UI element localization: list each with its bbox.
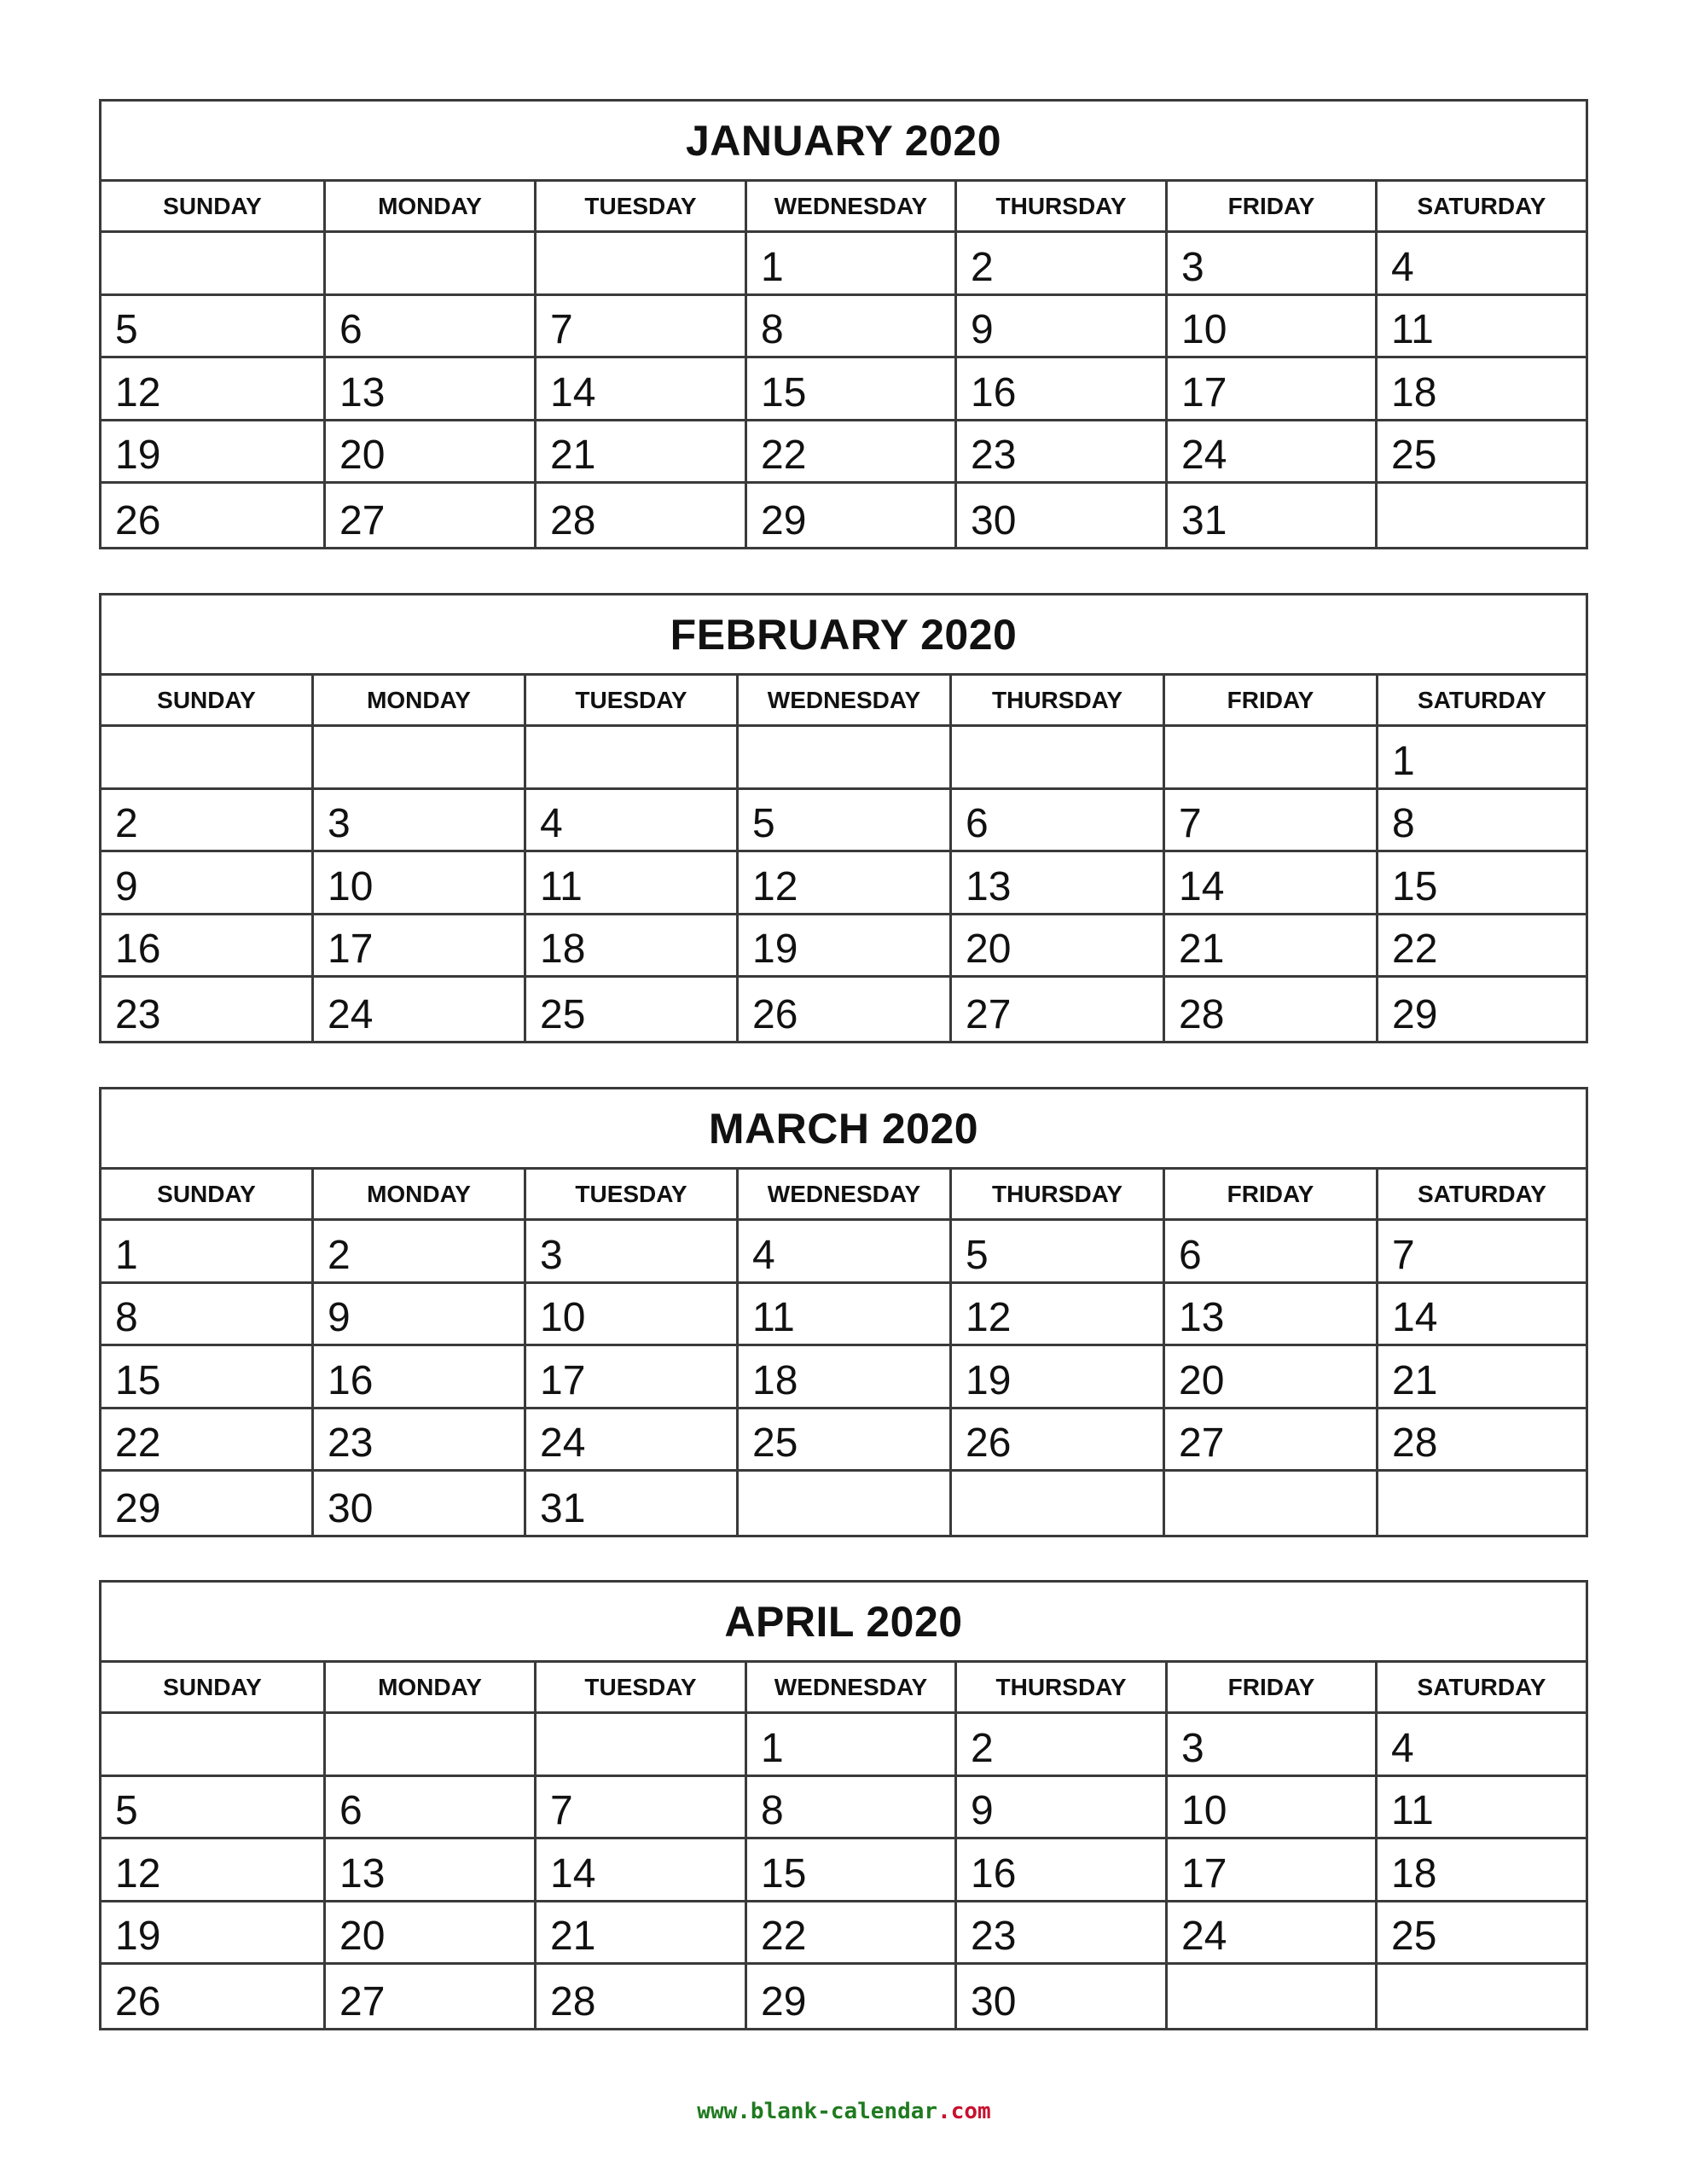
day-cell xyxy=(102,1714,326,1777)
day-cell: 5 xyxy=(739,790,952,853)
day-cell: 5 xyxy=(952,1221,1165,1284)
day-cell: 14 xyxy=(1378,1284,1586,1347)
weekday-header-wednesday: WEDNESDAY xyxy=(739,676,952,727)
day-cell: 7 xyxy=(537,1777,747,1840)
day-cell: 18 xyxy=(526,915,739,979)
month-grid xyxy=(102,182,1586,547)
day-cell: 1 xyxy=(102,1221,314,1284)
day-cell: 4 xyxy=(739,1221,952,1284)
day-cell: 11 xyxy=(1378,1777,1586,1840)
day-cell: 22 xyxy=(102,1409,314,1472)
weekday-header-friday: FRIDAY xyxy=(1165,676,1378,727)
day-cell: 10 xyxy=(526,1284,739,1347)
day-cell: 17 xyxy=(1168,358,1378,421)
day-cell: 27 xyxy=(1165,1409,1378,1472)
day-cell: 20 xyxy=(326,1902,537,1966)
weekday-header-monday: MONDAY xyxy=(326,1663,537,1714)
day-cell: 29 xyxy=(102,1472,314,1535)
day-cell: 21 xyxy=(1378,1346,1586,1409)
day-cell: 10 xyxy=(1168,296,1378,359)
weekday-header-monday: MONDAY xyxy=(314,676,526,727)
day-cell: 21 xyxy=(1165,915,1378,979)
month-grid xyxy=(102,676,1586,1041)
day-cell: 7 xyxy=(1165,790,1378,853)
day-cell: 26 xyxy=(102,1965,326,2028)
weekday-header-wednesday: WEDNESDAY xyxy=(739,1170,952,1221)
month-calendar-april xyxy=(99,1580,1588,2030)
day-cell: 20 xyxy=(952,915,1165,979)
footer-name: blank-calendar xyxy=(750,2099,938,2124)
day-cell: 3 xyxy=(1168,1714,1378,1777)
day-cell: 16 xyxy=(957,358,1168,421)
day-cell xyxy=(1165,727,1378,790)
day-cell: 28 xyxy=(537,484,747,547)
day-cell: 30 xyxy=(314,1472,526,1535)
day-cell: 19 xyxy=(952,1346,1165,1409)
day-cell: 6 xyxy=(326,1777,537,1840)
day-cell: 3 xyxy=(314,790,526,853)
day-cell: 24 xyxy=(1168,1902,1378,1966)
day-cell: 20 xyxy=(1165,1346,1378,1409)
day-cell: 27 xyxy=(326,1965,537,2028)
day-cell xyxy=(739,1472,952,1535)
month-calendar-march xyxy=(99,1087,1588,1537)
day-cell: 2 xyxy=(102,790,314,853)
day-cell xyxy=(1378,1965,1586,2028)
day-cell: 19 xyxy=(739,915,952,979)
day-cell: 6 xyxy=(952,790,1165,853)
day-cell: 12 xyxy=(102,358,326,421)
day-cell: 18 xyxy=(1378,358,1586,421)
day-cell: 15 xyxy=(1378,852,1586,915)
day-cell: 19 xyxy=(102,1902,326,1966)
weekday-header-thursday: THURSDAY xyxy=(957,1663,1168,1714)
day-cell xyxy=(1168,1965,1378,2028)
day-cell: 3 xyxy=(1168,233,1378,296)
day-cell: 2 xyxy=(957,233,1168,296)
day-cell: 8 xyxy=(747,296,957,359)
month-grid xyxy=(102,1663,1586,2028)
day-cell: 6 xyxy=(326,296,537,359)
day-cell: 25 xyxy=(1378,1902,1586,1966)
weekday-header-sunday: SUNDAY xyxy=(102,1663,326,1714)
day-cell: 18 xyxy=(1378,1839,1586,1902)
day-cell xyxy=(314,727,526,790)
weekday-header-friday: FRIDAY xyxy=(1168,1663,1378,1714)
day-cell xyxy=(1165,1472,1378,1535)
day-cell xyxy=(326,233,537,296)
weekday-header-monday: MONDAY xyxy=(314,1170,526,1221)
month-title: FEBRUARY 2020 xyxy=(102,595,1586,676)
day-cell: 9 xyxy=(957,1777,1168,1840)
day-cell: 20 xyxy=(326,421,537,485)
day-cell: 11 xyxy=(526,852,739,915)
day-cell: 24 xyxy=(1168,421,1378,485)
day-cell: 15 xyxy=(102,1346,314,1409)
day-cell: 9 xyxy=(314,1284,526,1347)
day-cell: 7 xyxy=(537,296,747,359)
day-cell: 4 xyxy=(1378,1714,1586,1777)
day-cell: 25 xyxy=(739,1409,952,1472)
weekday-header-tuesday: TUESDAY xyxy=(537,1663,747,1714)
day-cell: 28 xyxy=(537,1965,747,2028)
day-cell: 21 xyxy=(537,421,747,485)
footer-suffix: .com xyxy=(937,2099,991,2124)
day-cell: 17 xyxy=(526,1346,739,1409)
day-cell: 13 xyxy=(1165,1284,1378,1347)
day-cell: 25 xyxy=(1378,421,1586,485)
weekday-header-saturday: SATURDAY xyxy=(1378,676,1586,727)
day-cell: 15 xyxy=(747,358,957,421)
day-cell: 27 xyxy=(952,978,1165,1041)
weekday-header-monday: MONDAY xyxy=(326,182,537,233)
weekday-header-friday: FRIDAY xyxy=(1165,1170,1378,1221)
day-cell: 10 xyxy=(314,852,526,915)
day-cell: 18 xyxy=(739,1346,952,1409)
day-cell: 13 xyxy=(326,358,537,421)
day-cell: 8 xyxy=(102,1284,314,1347)
day-cell xyxy=(739,727,952,790)
month-title: APRIL 2020 xyxy=(102,1583,1586,1663)
day-cell: 23 xyxy=(957,1902,1168,1966)
day-cell: 16 xyxy=(314,1346,526,1409)
month-title: JANUARY 2020 xyxy=(102,102,1586,182)
day-cell: 23 xyxy=(957,421,1168,485)
day-cell: 3 xyxy=(526,1221,739,1284)
day-cell: 5 xyxy=(102,1777,326,1840)
day-cell: 1 xyxy=(747,1714,957,1777)
day-cell: 26 xyxy=(739,978,952,1041)
day-cell: 12 xyxy=(739,852,952,915)
day-cell: 31 xyxy=(1168,484,1378,547)
footer-prefix: www. xyxy=(697,2099,751,2124)
weekday-header-thursday: THURSDAY xyxy=(952,1170,1165,1221)
day-cell: 2 xyxy=(314,1221,526,1284)
weekday-header-wednesday: WEDNESDAY xyxy=(747,1663,957,1714)
day-cell: 14 xyxy=(537,1839,747,1902)
weekday-header-saturday: SATURDAY xyxy=(1378,1663,1586,1714)
day-cell xyxy=(952,727,1165,790)
weekday-header-saturday: SATURDAY xyxy=(1378,182,1586,233)
day-cell: 24 xyxy=(526,1409,739,1472)
day-cell xyxy=(526,727,739,790)
day-cell: 21 xyxy=(537,1902,747,1966)
day-cell: 19 xyxy=(102,421,326,485)
day-cell xyxy=(1378,484,1586,547)
day-cell: 27 xyxy=(326,484,537,547)
day-cell xyxy=(537,233,747,296)
day-cell: 29 xyxy=(747,1965,957,2028)
day-cell: 8 xyxy=(1378,790,1586,853)
weekday-header-sunday: SUNDAY xyxy=(102,1170,314,1221)
day-cell: 14 xyxy=(537,358,747,421)
weekday-header-thursday: THURSDAY xyxy=(952,676,1165,727)
day-cell: 28 xyxy=(1165,978,1378,1041)
day-cell xyxy=(102,727,314,790)
day-cell: 16 xyxy=(957,1839,1168,1902)
weekday-header-saturday: SATURDAY xyxy=(1378,1170,1586,1221)
day-cell: 9 xyxy=(102,852,314,915)
website-footer[interactable] xyxy=(0,2099,1688,2124)
day-cell: 10 xyxy=(1168,1777,1378,1840)
weekday-header-friday: FRIDAY xyxy=(1168,182,1378,233)
day-cell: 23 xyxy=(102,978,314,1041)
day-cell: 22 xyxy=(747,421,957,485)
day-cell: 23 xyxy=(314,1409,526,1472)
day-cell: 14 xyxy=(1165,852,1378,915)
weekday-header-sunday: SUNDAY xyxy=(102,182,326,233)
day-cell: 12 xyxy=(102,1839,326,1902)
day-cell: 29 xyxy=(1392,991,1438,1037)
day-cell: 22 xyxy=(747,1902,957,1966)
day-cell: 30 xyxy=(957,1965,1168,2028)
day-cell: 15 xyxy=(747,1839,957,1902)
day-cell: 6 xyxy=(1165,1221,1378,1284)
month-grid xyxy=(102,1170,1586,1535)
day-cell: 1 xyxy=(1378,727,1586,790)
day-cell: 13 xyxy=(952,852,1165,915)
day-cell: 11 xyxy=(1378,296,1586,359)
day-cell: 26 xyxy=(952,1409,1165,1472)
day-cell: 13 xyxy=(326,1839,537,1902)
day-cell: 7 xyxy=(1378,1221,1586,1284)
month-calendar-february xyxy=(99,593,1588,1043)
day-cell xyxy=(102,233,326,296)
day-cell xyxy=(1378,1472,1586,1535)
day-cell: 17 xyxy=(314,915,526,979)
day-cell: 29 xyxy=(747,484,957,547)
day-cell: 28 xyxy=(1378,1409,1586,1472)
day-cell: 16 xyxy=(102,915,314,979)
day-cell: 12 xyxy=(952,1284,1165,1347)
weekday-header-tuesday: TUESDAY xyxy=(526,1170,739,1221)
day-cell: 26 xyxy=(102,484,326,547)
day-cell: 11 xyxy=(739,1284,952,1347)
weekday-header-wednesday: WEDNESDAY xyxy=(747,182,957,233)
day-cell xyxy=(537,1714,747,1777)
day-cell xyxy=(952,1472,1165,1535)
day-cell: 22 xyxy=(1378,915,1586,979)
day-cell: 9 xyxy=(957,296,1168,359)
day-cell: 17 xyxy=(1168,1839,1378,1902)
day-cell: 24 xyxy=(314,978,526,1041)
day-cell xyxy=(326,1714,537,1777)
weekday-header-tuesday: TUESDAY xyxy=(537,182,747,233)
month-calendar-january xyxy=(99,99,1588,549)
weekday-header-thursday: THURSDAY xyxy=(957,182,1168,233)
month-title: MARCH 2020 xyxy=(102,1089,1586,1170)
day-cell: 30 xyxy=(957,484,1168,547)
day-cell: 5 xyxy=(102,296,326,359)
weekday-header-sunday: SUNDAY xyxy=(102,676,314,727)
day-cell: 25 xyxy=(526,978,739,1041)
day-cell: 2 xyxy=(957,1714,1168,1777)
weekday-header-tuesday: TUESDAY xyxy=(526,676,739,727)
day-cell: 1 xyxy=(747,233,957,296)
day-cell: 4 xyxy=(1378,233,1586,296)
day-cell: 8 xyxy=(747,1777,957,1840)
day-cell: 31 xyxy=(526,1472,739,1535)
day-cell: 4 xyxy=(526,790,739,853)
